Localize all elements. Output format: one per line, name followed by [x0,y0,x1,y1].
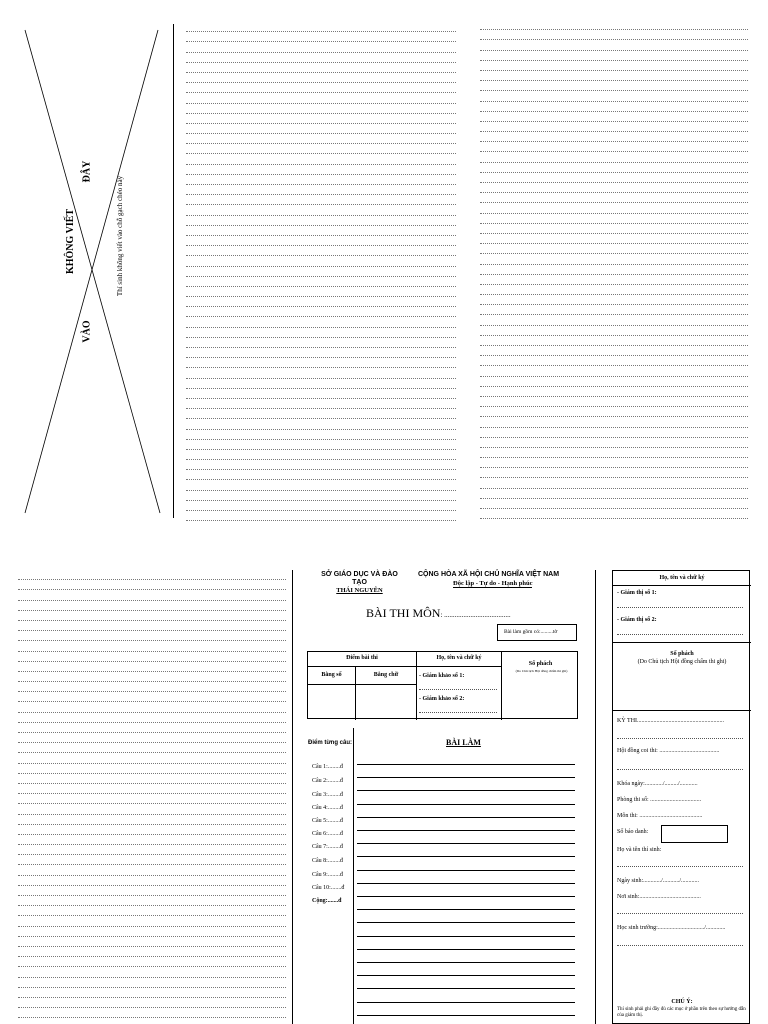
writing-line [480,275,748,285]
writing-line [186,226,456,236]
writing-line [18,815,286,825]
writing-line [18,784,286,794]
giam-thi-2: - Giám thị số 2: [617,617,657,623]
writing-line [480,30,748,40]
bai-lam-title: BÀI LÀM [446,738,481,747]
writing-line [186,419,456,429]
answer-line [357,856,575,857]
cau-3: Câu 3:........đ [312,792,343,798]
writing-line [480,214,748,224]
answer-line [357,830,575,831]
writing-line [186,307,456,317]
giam-khao-1: - Giám khảo số 1: [419,673,465,679]
mon-thi: Môn thi: .......................................... [617,813,703,819]
writing-line [186,480,456,490]
writing-line [480,397,748,407]
writing-line [480,336,748,346]
writing-line [186,277,456,287]
cau-6: Câu 6:........đ [312,831,343,837]
writing-line [186,236,456,246]
writing-line [186,287,456,297]
diem-tung-cau-label: Điểm từng câu: [308,740,353,746]
writing-line [480,407,748,417]
writing-line [186,175,456,185]
writing-line [18,652,286,662]
day-label: ĐÂY [81,160,93,183]
writing-line [186,267,456,277]
writing-line [186,379,456,389]
answer-line [357,870,575,871]
writing-line [480,71,748,81]
writing-line [186,154,456,164]
answer-line [357,1015,575,1016]
writing-line [186,42,456,52]
writing-line [186,328,456,338]
writing-line [480,102,748,112]
writing-line [18,927,286,937]
writing-line [18,601,286,611]
vao-label: VÀO [81,320,93,343]
writing-line [18,692,286,702]
writing-line [18,906,286,916]
writing-line [480,51,748,61]
writing-line [18,1008,286,1018]
writing-line [186,144,456,154]
cau-2: Câu 2:........đ [312,778,343,784]
writing-line [18,774,286,784]
answer-line [357,975,575,976]
bang-so-header: Bằng số [321,672,342,678]
writing-line [480,234,748,244]
writing-line [480,499,748,509]
writing-line [480,91,748,101]
writing-line [18,611,286,621]
writing-line [18,682,286,692]
writing-line [186,256,456,266]
writing-line [18,825,286,835]
writing-line [18,947,286,957]
writing-line [186,73,456,83]
writing-line [18,804,286,814]
writing-line [18,753,286,763]
writing-line [480,417,748,427]
writing-line [480,20,748,30]
writing-line [480,265,748,275]
writing-line [186,389,456,399]
writing-line [480,305,748,315]
writing-line [480,326,748,336]
writing-line [186,134,456,144]
cau-4: Câu 4:........đ [312,805,343,811]
answer-line [357,790,575,791]
bang-chu-header: Bằng chữ [373,672,399,678]
writing-line [480,40,748,50]
writing-line [18,621,286,631]
right-panel-title: Họ, tên và chữ ký [659,575,705,581]
writing-line [480,478,748,488]
writing-line [480,122,748,132]
writing-line [186,430,456,440]
cong-total: Cộng:.......đ [312,898,342,904]
so-phach-note: (Do Chủ tịch Hội đồng chấm thi ghi) [515,669,568,673]
writing-line [18,702,286,712]
ky-thi: KỲ THI.......................................................... [617,718,725,724]
writing-line [186,83,456,93]
writing-line [186,185,456,195]
noi-sinh: Nơi sinh:......................................... [617,894,701,900]
giam-khao-2: - Giám khảo số 2: [419,696,465,702]
answer-line [357,896,575,897]
writing-line [480,163,748,173]
writing-line [186,124,456,134]
sheet-border-left [292,570,293,1024]
writing-line [18,957,286,967]
writing-line [480,132,748,142]
writing-line [186,358,456,368]
ho-ten-thi-sinh: Họ và tên thí sinh: [617,847,662,853]
writing-line [18,794,286,804]
writing-lines-top-middle [186,22,456,521]
khong-viet-label: KHÔNG VIẾT [65,208,77,275]
cross-out-mark [20,25,165,517]
writing-line [186,450,456,460]
writing-line [186,409,456,419]
writing-line [480,295,748,305]
writing-line [186,63,456,73]
writing-line [480,152,748,162]
writing-line [480,509,748,519]
writing-line [186,338,456,348]
chu-y-title: CHÚ Ý: [671,999,693,1005]
writing-line [18,937,286,947]
page-count-box: Bài làm gồm có:.........tờ [497,624,577,641]
writing-line [480,244,748,254]
giam-thi-1: - Giám thị số 1: [617,590,657,596]
writing-line [480,112,748,122]
answer-line [357,817,575,818]
cau-1: Câu 1:........đ [312,764,343,770]
writing-line [480,224,748,234]
writing-line [186,501,456,511]
cau-9: Câu 9:........đ [312,872,343,878]
writing-line [480,377,748,387]
ngay-sinh: Ngày sinh:............/.........../............ [617,878,699,884]
margin-line [173,24,174,518]
writing-line [480,438,748,448]
writing-line [186,53,456,63]
cau-8: Câu 8:........đ [312,858,343,864]
writing-line [186,246,456,256]
writing-line [480,183,748,193]
writing-line [480,448,748,458]
khoa-ngay: Khóa ngày:............/........./............ [617,781,698,787]
answer-divider [353,728,354,1024]
writing-line [18,764,286,774]
phong-thi: Phòng thi số: .................................. [617,797,702,803]
writing-line [18,662,286,672]
writing-line [18,845,286,855]
answer-line [357,843,575,844]
writing-line [186,165,456,175]
answer-line [357,764,575,765]
exam-title-text: BÀI THI MÔN [366,606,441,620]
writing-line [18,998,286,1008]
writing-line [186,440,456,450]
writing-line [186,317,456,327]
answer-line [357,949,575,950]
writing-line [18,733,286,743]
writing-line [186,93,456,103]
so-bao-danh-box[interactable] [661,825,728,843]
writing-line [18,631,286,641]
writing-line [186,460,456,470]
writing-line [186,348,456,358]
chu-y-text: Thí sinh phải ghi đầy đủ các mục ở phần trên theo sự hướng dẫn của giám thị. [617,1007,746,1018]
writing-line [186,104,456,114]
writing-line [18,967,286,977]
answer-line [357,962,575,963]
writing-line [18,978,286,988]
writing-line [18,876,286,886]
writing-line [18,865,286,875]
writing-line [480,315,748,325]
writing-line [186,297,456,307]
writing-line [480,356,748,366]
writing-line [18,590,286,600]
so-phach-header: Số phách [528,661,553,667]
national-motto: Độc lập - Tự do - Hạnh phúc [453,580,533,587]
writing-line [480,458,748,468]
writing-line [18,713,286,723]
writing-line [186,399,456,409]
writing-line [18,672,286,682]
writing-line [480,81,748,91]
writing-line [186,216,456,226]
cau-10: Câu 10:.......đ [312,885,345,891]
writing-line [186,205,456,215]
writing-line [480,428,748,438]
writing-line [18,855,286,865]
writing-line [186,470,456,480]
writing-lines-top-right [480,20,748,519]
writing-line [186,22,456,32]
writing-line [186,32,456,42]
ho-ten-header: Họ, tên và chữ ký [436,655,482,661]
writing-line [186,368,456,378]
writing-line [186,195,456,205]
writing-line [480,285,748,295]
answer-line [357,936,575,937]
writing-line [480,173,748,183]
writing-lines-bottom-left [18,570,286,1018]
writing-line [18,988,286,998]
answer-line [357,909,575,910]
writing-line [18,641,286,651]
writing-line [18,896,286,906]
exam-title [366,604,511,622]
writing-line [18,580,286,590]
writing-line [18,570,286,580]
writing-line [480,366,748,376]
writing-line [480,254,748,264]
writing-line [480,346,748,356]
writing-line [480,61,748,71]
so-bao-danh: Số báo danh: [617,829,649,835]
answer-line [357,988,575,989]
answer-line [357,1002,575,1003]
republic-title: CỘNG HÒA XÃ HỘI CHỦ NGHĨA VIỆT NAM [418,571,560,578]
writing-line [480,387,748,397]
writing-line [480,468,748,478]
diem-bai-thi-header: Điểm bài thi [346,655,378,661]
right-panel [612,570,750,1024]
writing-line [18,835,286,845]
writing-line [18,916,286,926]
writing-line [18,743,286,753]
so-phach-note-right: (Do Chủ tịch Hội đồng chấm thi ghi) [637,659,727,665]
cross-note: Thí sinh không viết vào chỗ gạch chéo này [116,175,125,297]
writing-line [480,489,748,499]
sheet-border-right [595,570,596,1024]
cau-5: Câu 5:........đ [312,818,343,824]
writing-line [186,114,456,124]
hoc-sinh-truong: Học sinh trường:.............................../............. [617,925,726,931]
writing-line [18,886,286,896]
writing-line [186,491,456,501]
answer-line [357,777,575,778]
writing-line [186,511,456,521]
answer-line [357,922,575,923]
cau-7: Câu 7:........đ [312,844,343,850]
answer-line [357,804,575,805]
hoi-dong: Hội đồng coi thi: ........................................ [617,748,720,754]
writing-line [480,203,748,213]
so-phach-title: Số phách [670,651,694,657]
dept-name: SỞ GIÁO DỤC VÀ ĐÀO TẠO THÁI NGUYÊN [321,571,398,594]
answer-line [357,883,575,884]
exam-subject-blank[interactable]: : ...................................... [440,611,511,619]
writing-line [18,723,286,733]
score-table [307,651,578,719]
writing-line [480,193,748,203]
writing-line [480,142,748,152]
